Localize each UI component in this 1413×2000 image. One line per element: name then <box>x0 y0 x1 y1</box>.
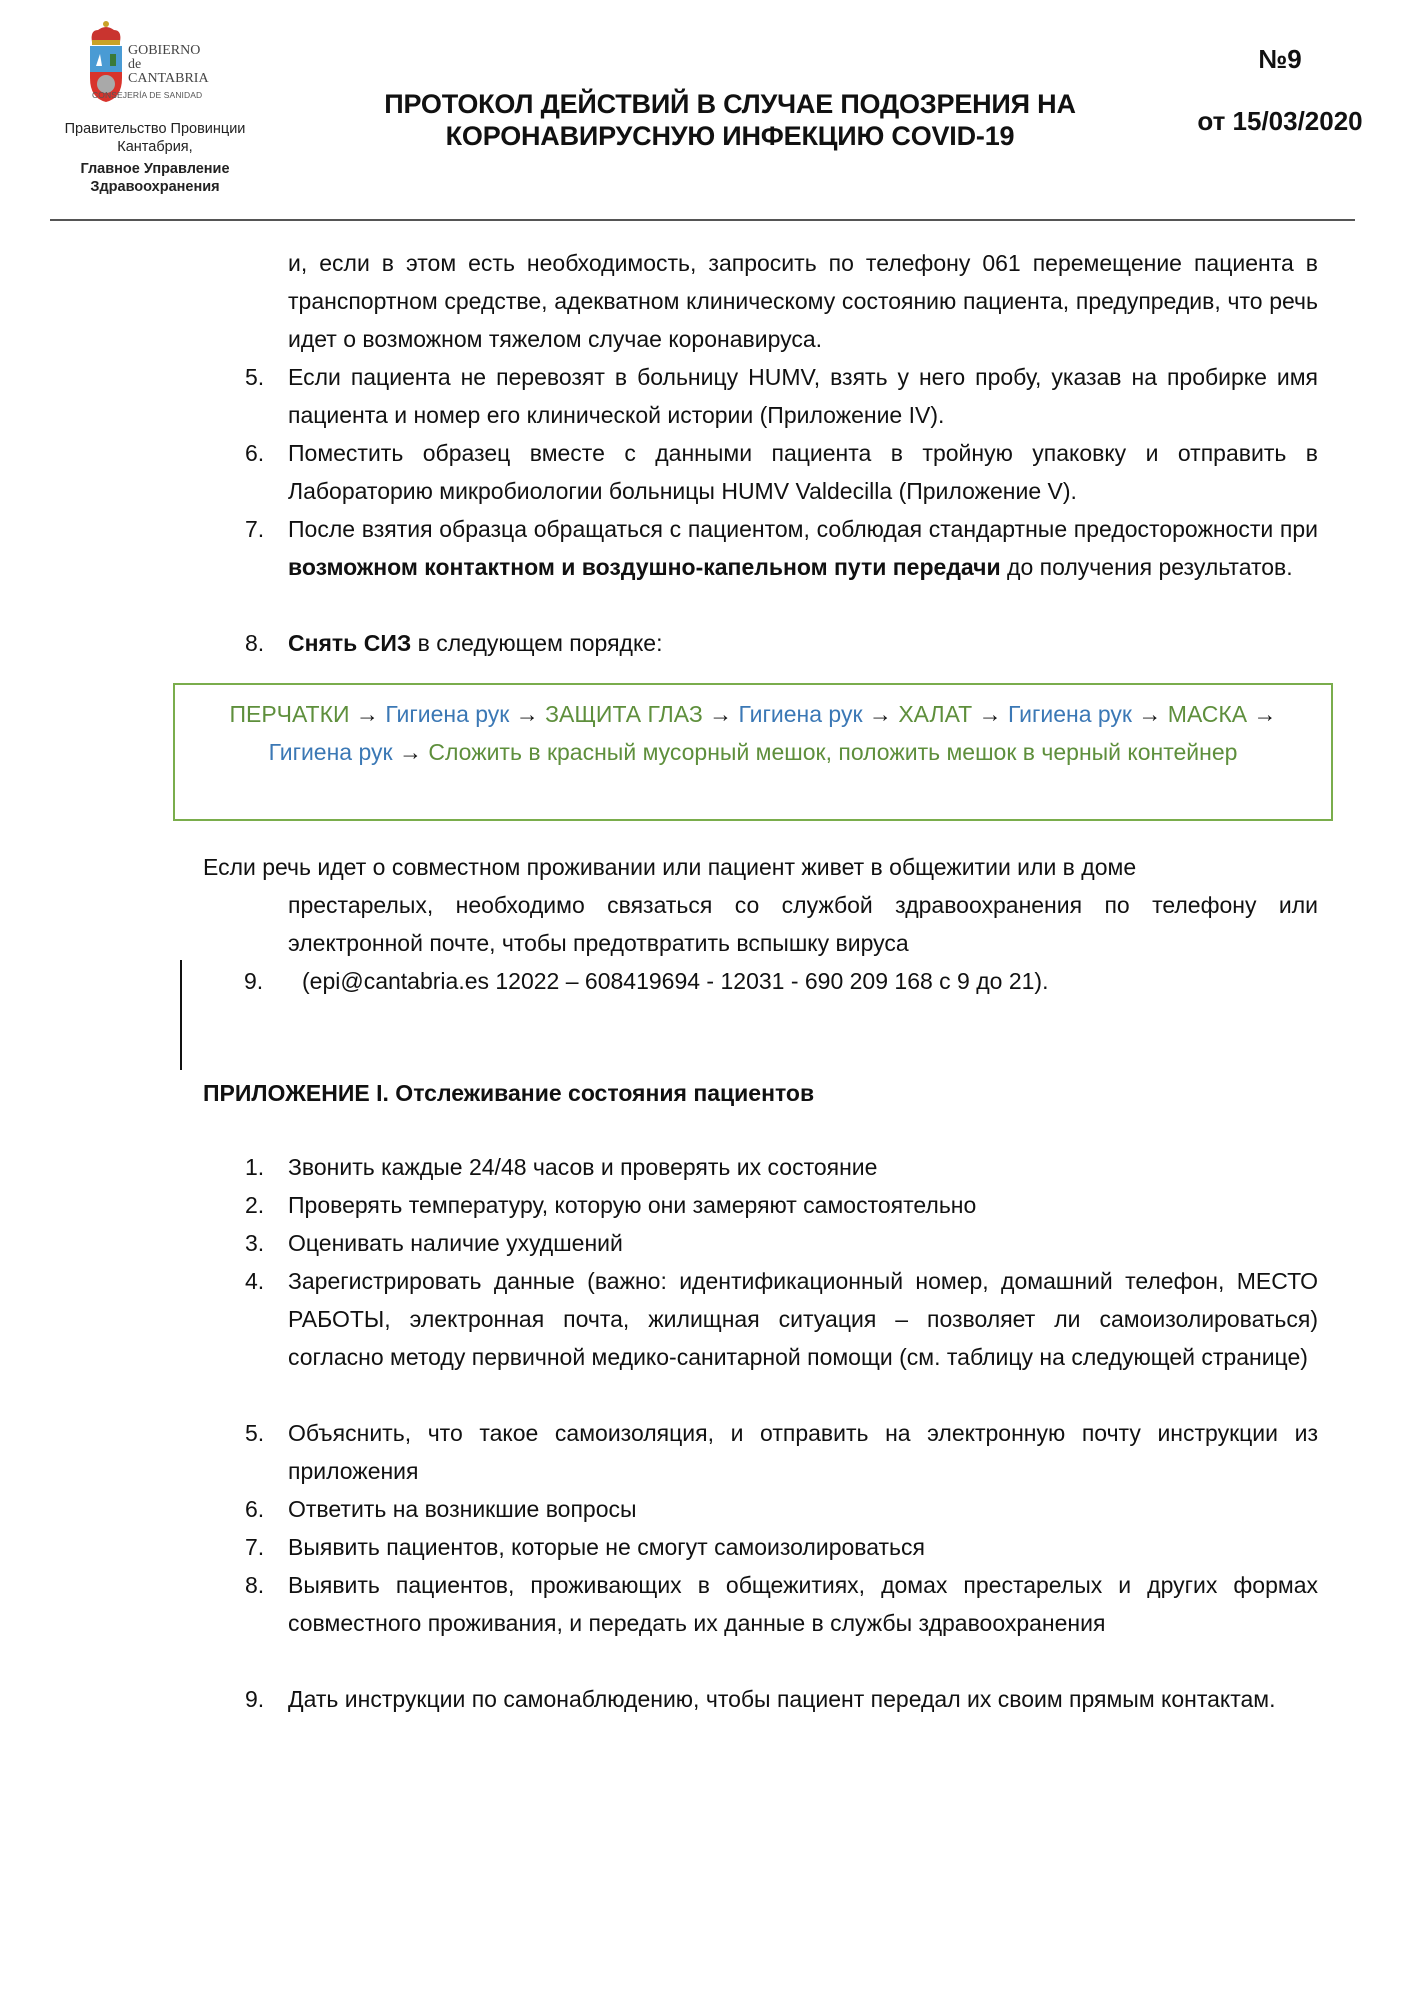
ppe-step: Гигиена рук <box>738 701 863 727</box>
arrow-right-icon: → <box>862 701 899 727</box>
logo-line-gobierno: GOBIERNO <box>128 43 201 58</box>
step-number: 8. <box>245 630 265 656</box>
arrow-right-icon: → <box>1247 701 1277 727</box>
ppe-step: Сложить в красный мусорный мешок, положить мешок в черный контейнер <box>428 739 1238 765</box>
item-number: 6. <box>245 1496 265 1522</box>
ppe-step: ПЕРЧАТКИ <box>229 701 350 727</box>
item-number: 9. <box>245 1686 265 1712</box>
step-text: Снять СИЗ в следующем порядке: <box>288 630 663 656</box>
document-title <box>330 88 1130 152</box>
government-logo <box>86 18 226 106</box>
arrow-right-icon: → <box>349 701 386 727</box>
item-number: 2. <box>245 1192 265 1218</box>
org-bold-2: Здравоохранения <box>90 179 220 195</box>
item-text: Ответить на возникшие вопросы <box>288 1496 637 1522</box>
organization-block <box>40 120 270 196</box>
document-number: №9 <box>1258 44 1302 74</box>
arrow-right-icon: → <box>702 701 739 727</box>
ppe-step: Гигиена рук <box>1007 701 1132 727</box>
org-bold-1: Главное Управление <box>80 161 230 177</box>
logo-line-de: de <box>128 57 142 72</box>
item-text: Выявить пациентов, проживающих в общежитиях, домах престарелых и других формах совместного проживания, и передать их данные в службы здравоохранения <box>288 1572 1318 1636</box>
step-number: 7. <box>245 516 265 542</box>
item-text: Дать инструкции по самонаблюдению, чтобы пациент передал их своим прямым контактам. <box>288 1686 1276 1712</box>
ppe-removal-sequence-box <box>173 683 1333 821</box>
item-number: 5. <box>245 1420 265 1446</box>
item-text: Объяснить, что такое самоизоляция, и отправить на электронную почту инструкции из приложения <box>288 1420 1318 1484</box>
step-number: 6. <box>245 440 265 466</box>
arrow-right-icon: → <box>972 701 1008 727</box>
revision-change-bar <box>180 960 182 1070</box>
ppe-step: Гигиена рук <box>268 739 393 765</box>
item-text: Проверять температуру, которую они замеряют самостоятельно <box>288 1192 977 1218</box>
emphasis-transmission: возможном контактном и воздушно-капельном пути передачи <box>288 554 1001 580</box>
item-number: 8. <box>245 1572 265 1598</box>
logo-subtitle: CONSEJERÍA DE SANIDAD <box>92 90 203 100</box>
cohabitation-paragraph: престарелых, необходимо связаться со службой здравоохранения по телефону или электронной почте, чтобы предотвратить вспышку вируса <box>288 892 1318 956</box>
item-text: Зарегистрировать данные (важно: идентификационный номер, домашний телефон, МЕСТО РАБОТЫ, электронная почта, жилищная ситуация – позволяет ли самоизолироваться) согласно методу первичной медико-санитарной помощи (см. таблицу на следующей странице) <box>288 1268 1318 1370</box>
title-line-1: ПРОТОКОЛ ДЕЙСТВИЙ В СЛУЧАЕ ПОДОЗРЕНИЯ НА <box>384 89 1076 119</box>
ppe-step: Гигиена рук <box>385 701 510 727</box>
step-text: После взятия образца обращаться с пациентом, соблюдая стандартные предосторожности при возможном контактном и воздушно-капельном пути передачи до получения результатов. <box>288 516 1318 580</box>
org-line-1: Правительство Провинции <box>64 121 246 137</box>
emphasis-remove-ppe: Снять СИЗ <box>288 630 412 656</box>
item-text: Звонить каждые 24/48 часов и проверять их состояние <box>288 1154 878 1180</box>
item-number: 4. <box>245 1268 265 1294</box>
ppe-sequence <box>185 695 1321 771</box>
item-number: 7. <box>245 1534 265 1560</box>
contact-info: (epi@cantabria.es 12022 – 608419694 - 12031 - 690 209 168 с 9 до 21). <box>302 968 1049 994</box>
item-number: 3. <box>245 1230 265 1256</box>
logo-line-cantabria: CANTABRIA <box>128 71 209 86</box>
ppe-step: ЗАЩИТА ГЛАЗ <box>545 701 703 727</box>
item-number: 1. <box>245 1154 265 1180</box>
step-text: Поместить образец вместе с данными пациента в тройную упаковку и отправить в Лабораторию микробиологии больницы HUMV Valdecilla (Приложение V). <box>288 440 1318 504</box>
ppe-step: ХАЛАТ <box>898 701 973 727</box>
appendix-heading: ПРИЛОЖЕНИЕ I. Отслеживание состояния пациентов <box>203 1080 815 1106</box>
arrow-right-icon: → <box>1132 701 1168 727</box>
title-line-2: КОРОНАВИРУСНУЮ ИНФЕКЦИЮ COVID-19 <box>445 121 1015 151</box>
step-number: 5. <box>245 364 265 390</box>
item-text: Выявить пациентов, которые не смогут самоизолироваться <box>288 1534 925 1560</box>
document-date: от 15/03/2020 <box>1197 106 1363 136</box>
step-text: Если пациента не перевозят в больницу HUMV, взять у него пробу, указав на пробирке имя пациента и номер его клинической истории (Приложение IV). <box>288 364 1318 428</box>
cohabitation-paragraph-first-line: Если речь идет о совместном проживании или пациент живет в общежитии или в доме <box>203 854 1137 880</box>
header-divider <box>50 219 1355 221</box>
item-text: Оценивать наличие ухудшений <box>288 1230 623 1256</box>
org-line-2: Кантабрия, <box>117 139 193 155</box>
ppe-step: МАСКА <box>1167 701 1248 727</box>
step-number: 9. <box>244 968 264 994</box>
arrow-right-icon: → <box>392 739 429 765</box>
step-4-continuation: и, если в этом есть необходимость, запросить по телефону 061 перемещение пациента в транспортном средстве, адекватном клиническому состоянию пациента, предупредив, что речь идет о возможном тяжелом случае коронавируса. <box>288 250 1318 352</box>
arrow-right-icon: → <box>509 701 546 727</box>
